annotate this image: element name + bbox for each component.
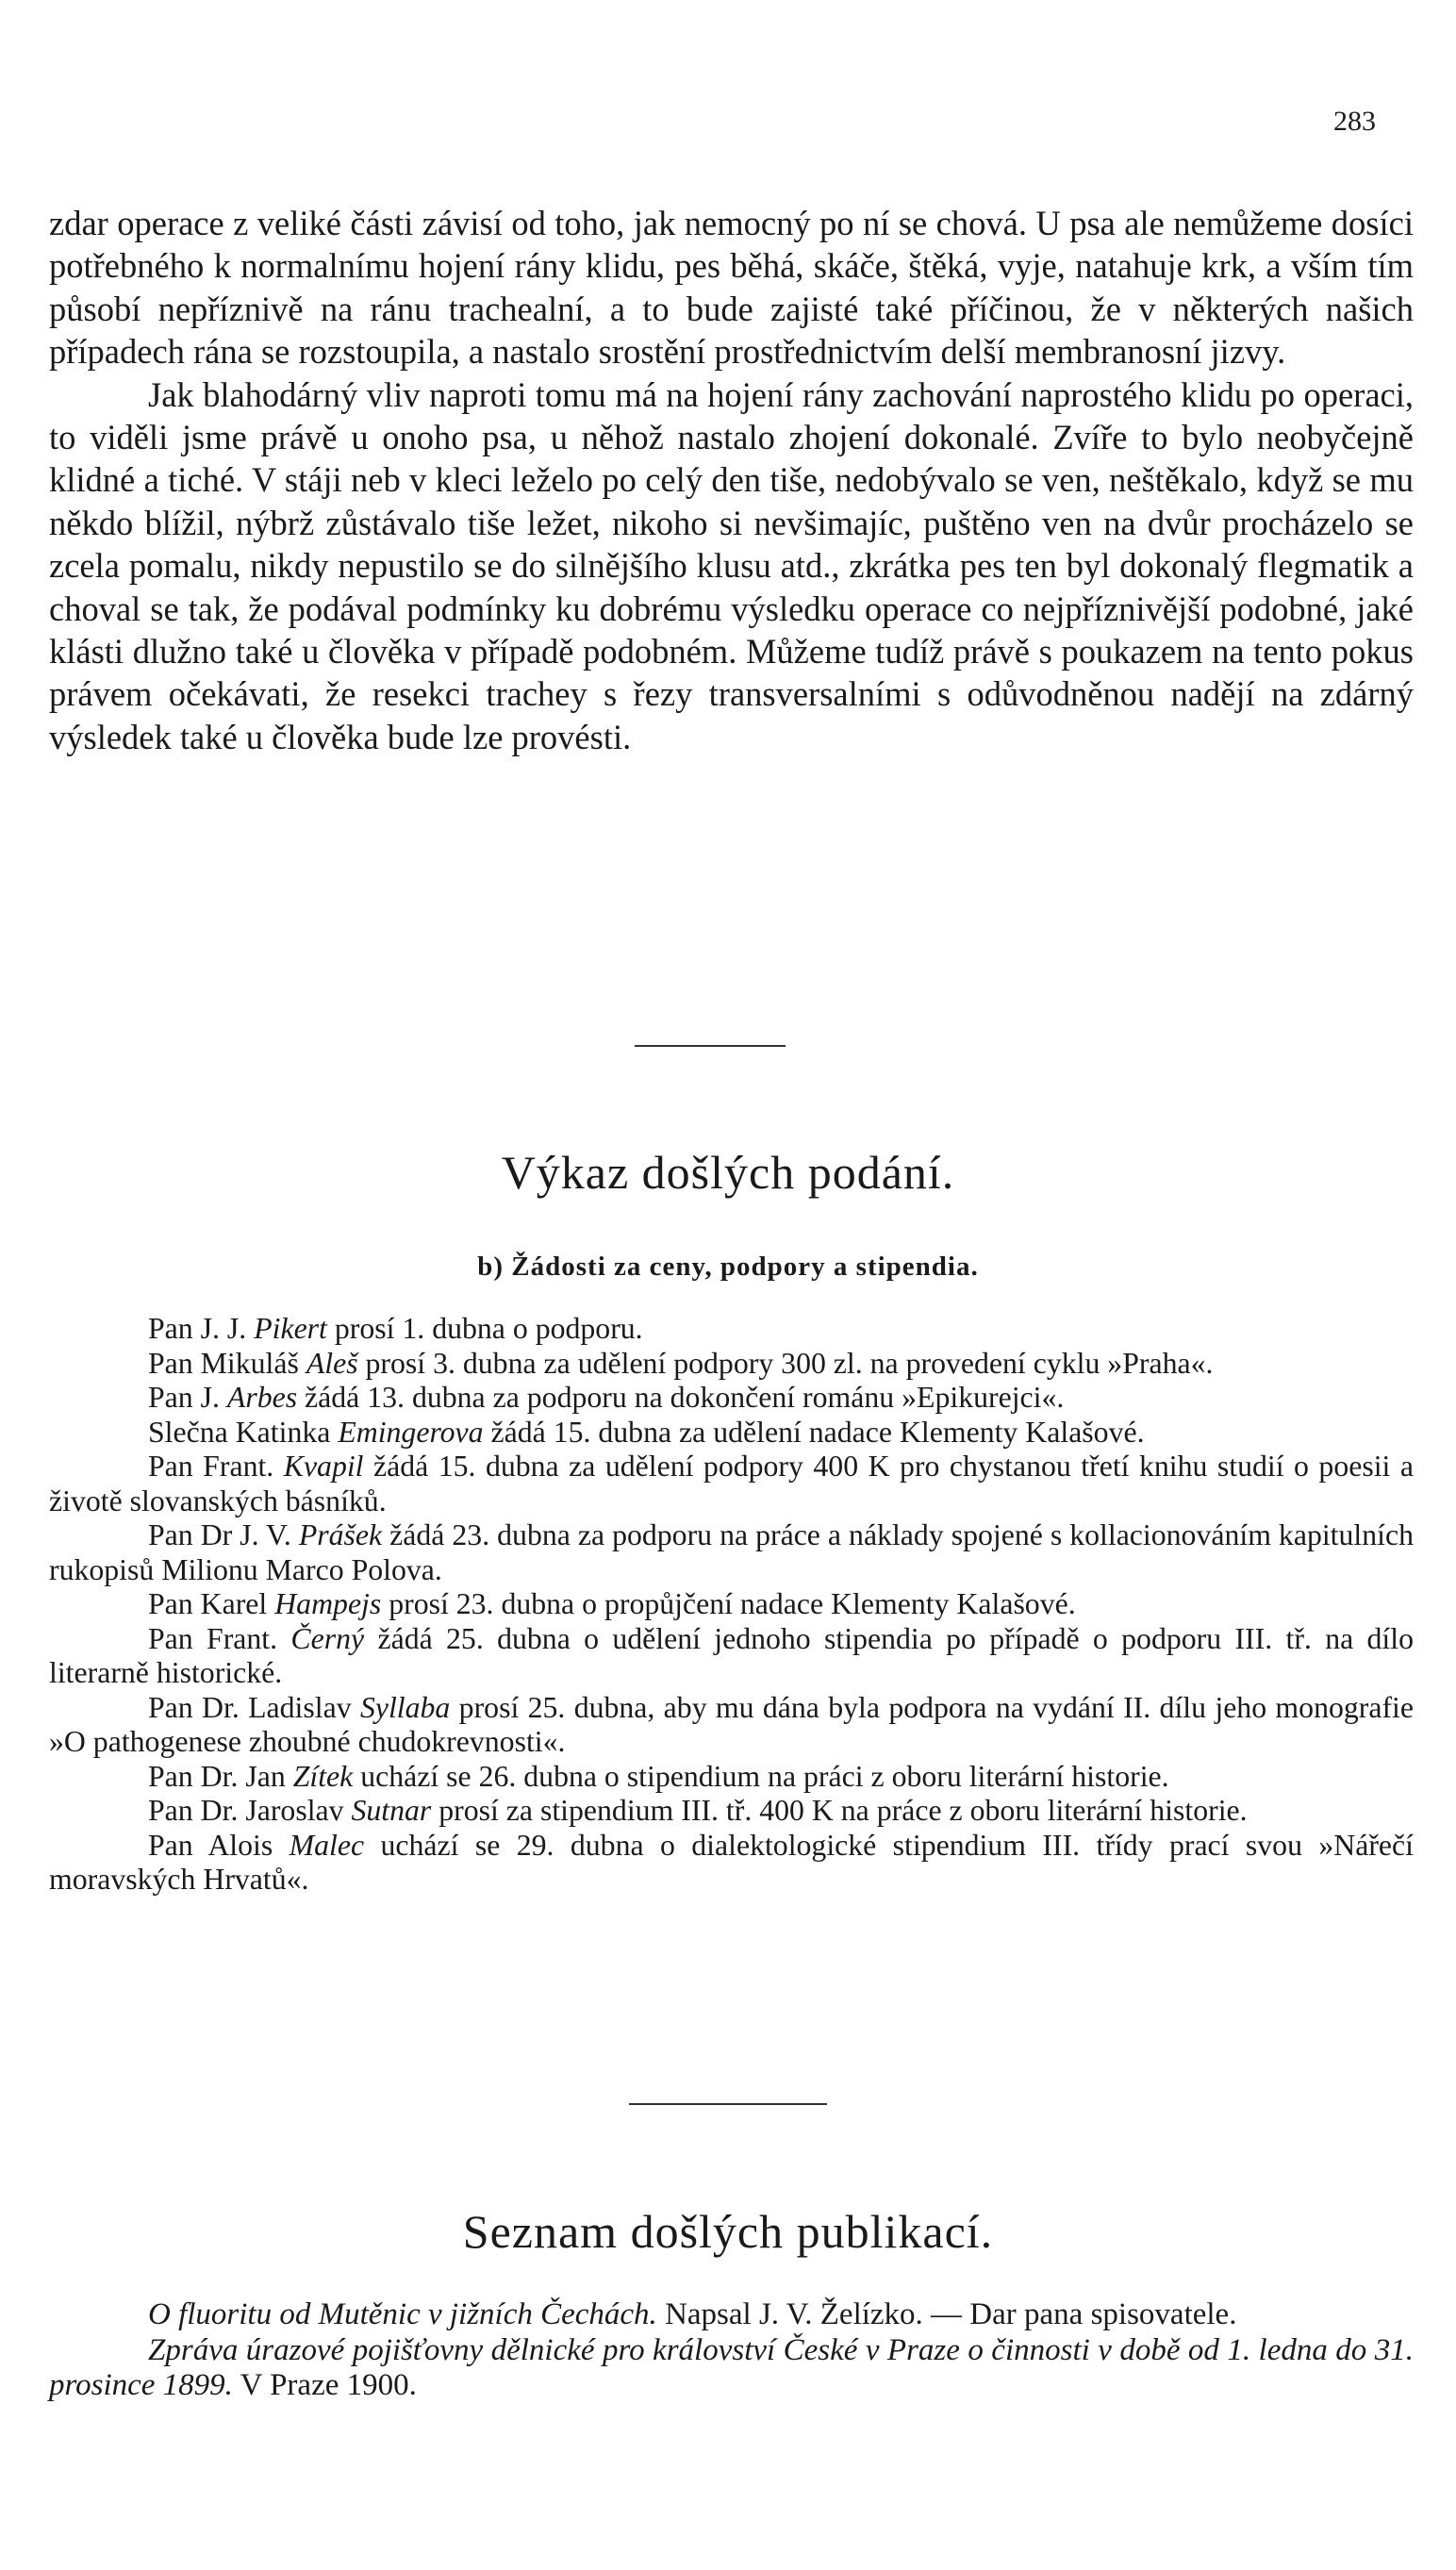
italic-text: Arbes bbox=[226, 1381, 298, 1414]
italic-text: O fluoritu od Mutěnic v jižních Čechách. bbox=[148, 2297, 657, 2331]
entry-text: Pan J. bbox=[148, 1381, 227, 1414]
section1-subtitle: b) Žádosti za ceny, podpory a stipendia. bbox=[477, 1252, 979, 1282]
list-item bbox=[49, 2333, 1414, 2404]
section-divider bbox=[629, 2103, 827, 2105]
entry-text: Pan Frant. bbox=[148, 1621, 291, 1655]
italic-text: Aleš bbox=[306, 1346, 358, 1380]
italic-text: Pikert bbox=[254, 1312, 327, 1345]
entry-text: žádá 15. dubna za udělení podpory 400 K pro chystanou třetí knihu studií o poesii a životě slovanských básníků. bbox=[49, 1450, 1414, 1517]
section-divider bbox=[635, 1045, 786, 1047]
list-item bbox=[49, 1587, 1414, 1622]
list-item bbox=[49, 1312, 1414, 1347]
entry-text: V Praze 1900. bbox=[232, 2368, 417, 2402]
italic-text: Syllaba bbox=[359, 1690, 451, 1724]
entry-text: prosí 23. dubna o propůjčení nadace Klementy Kalašové. bbox=[381, 1587, 1076, 1620]
italic-text: Malec bbox=[289, 1828, 365, 1862]
publications-list bbox=[49, 2297, 1414, 2404]
italic-text: Emingerova bbox=[338, 1415, 484, 1449]
entry-text: Pan J. J. bbox=[148, 1312, 255, 1345]
body-paragraph-2: Jak blahodárný vliv naproti tomu má na hojení rány zachování naprostého klidu po operaci, to viděli jsme právě u onoho psa, u něhož nastalo zhojení dokonalé. Zvíře to bylo neobyčejně klidné a tiché. V stáji neb v kleci leželo po celý den tiše, nedobývalo se ven, neštěkalo, když se mu někdo blížil, nýbrž zůstávalo tiše ležet, nikoho si nevšimajíc, puštěno ven na dvůr procházelo se zcela pomalu, nikdy nepustilo se do silnějšího klusu atd., zkrátka pes ten byl dokonalý flegmatik a choval se tak, že podával podmínky ku dobrému výsledku operace co nejpříznivější podobné, jaké klásti dlužno také u člověka v případě podobném. Můžeme tudíž právě s poukazem na tento pokus právem očekávati, že resekci trachey s řezy transversalními s odůvodněnou nadějí na zdárný výsledek také u člověka bude lze provésti. bbox=[49, 374, 1414, 756]
page-number: 283 bbox=[1333, 106, 1376, 137]
list-item bbox=[49, 1794, 1414, 1829]
list-item bbox=[49, 1691, 1414, 1760]
list-item bbox=[49, 1829, 1414, 1898]
list-item bbox=[49, 1381, 1414, 1416]
italic-text: Zpráva úrazové pojišťovny dělnické pro království České v Praze o činnosti v době od 1. ledna do 31. prosince 1899. bbox=[49, 2332, 1414, 2402]
entry-text: Pan Mikuláš bbox=[148, 1346, 306, 1380]
entry-text: Pan Frant. bbox=[148, 1450, 284, 1483]
italic-text: Černý bbox=[290, 1621, 365, 1655]
italic-text: Prášek bbox=[298, 1518, 383, 1551]
entry-text: žádá 15. dubna za udělení nadace Klementy Kalašové. bbox=[483, 1415, 1145, 1449]
entry-text: prosí 1. dubna o podporu. bbox=[326, 1312, 643, 1345]
list-item bbox=[49, 1518, 1414, 1587]
entry-text: Napsal J. V. Želízko. — Dar pana spisovatele. bbox=[656, 2297, 1237, 2331]
list-item bbox=[49, 1450, 1414, 1518]
italic-text: Kvapil bbox=[283, 1450, 364, 1483]
entry-text: uchází se 29. dubna o dialektologické stipendium III. třídy prací svou »Nářečí moravských Hrvatů«. bbox=[49, 1828, 1414, 1896]
list-item bbox=[49, 1416, 1414, 1451]
list-item bbox=[49, 1760, 1414, 1795]
entry-text: Pan Alois bbox=[148, 1828, 290, 1862]
section2-title: Seznam došlých publikací. bbox=[462, 2205, 994, 2258]
entry-text: žádá 13. dubna za podporu na dokončení románu »Epikurejci«. bbox=[297, 1381, 1065, 1414]
body-paragraph-1: zdar operace z veliké části závisí od toho, jak nemocný po ní se chová. U psa ale nemůžeme dosíci potřebného k normalnímu hojení rány klidu, pes běhá, skáče, štěká, vyje, natahuje krk, a vším tím působí nepříznivě na ránu trachealní, a to bude zajisté také příčinou, že v některých našich případech rána se rozstoupila, a nastalo srostění prostřednictvím delší membranosní jizvy. bbox=[49, 204, 1414, 372]
entry-text: žádá 23. dubna za podporu na práce a náklady spojené s kollacionováním kapitulních rukopisů Milionu Marco Polova. bbox=[49, 1518, 1414, 1586]
entry-text: Pan Dr. Jan bbox=[148, 1759, 293, 1793]
entry-text: Slečna Katinka bbox=[148, 1415, 339, 1449]
entry-text: Pan Karel bbox=[148, 1587, 275, 1620]
section1-title: Výkaz došlých podání. bbox=[501, 1146, 955, 1199]
entry-text: Pan Dr. Ladislav bbox=[148, 1690, 360, 1724]
entry-text: prosí 3. dubna za udělení podpory 300 zl. na provedení cyklu »Praha«. bbox=[357, 1346, 1214, 1380]
entry-text: prosí za stipendium III. tř. 400 K na práce z oboru literární historie. bbox=[431, 1794, 1248, 1827]
list-item bbox=[49, 1622, 1414, 1691]
italic-text: Zítek bbox=[292, 1759, 354, 1793]
list-item bbox=[49, 2297, 1414, 2333]
requests-list bbox=[49, 1312, 1414, 1898]
italic-text: Hampejs bbox=[274, 1587, 382, 1620]
entry-text: Pan Dr. Jaroslav bbox=[148, 1794, 352, 1827]
body-text bbox=[49, 202, 1414, 758]
entry-text: prosí 25. dubna, aby mu dána byla podpora na vydání II. dílu jeho monografie »O pathogenese zhoubné chudokrevnosti«. bbox=[49, 1690, 1414, 1758]
italic-text: Sutnar bbox=[351, 1794, 432, 1827]
entry-text: Pan Dr J. V. bbox=[148, 1518, 299, 1551]
entry-text: uchází se 26. dubna o stipendium na práci z oboru literární historie. bbox=[353, 1759, 1169, 1793]
list-item bbox=[49, 1347, 1414, 1382]
entry-text: žádá 25. dubna o udělení jednoho stipendia po případě o podporu III. tř. na dílo literarně historické. bbox=[49, 1621, 1414, 1689]
